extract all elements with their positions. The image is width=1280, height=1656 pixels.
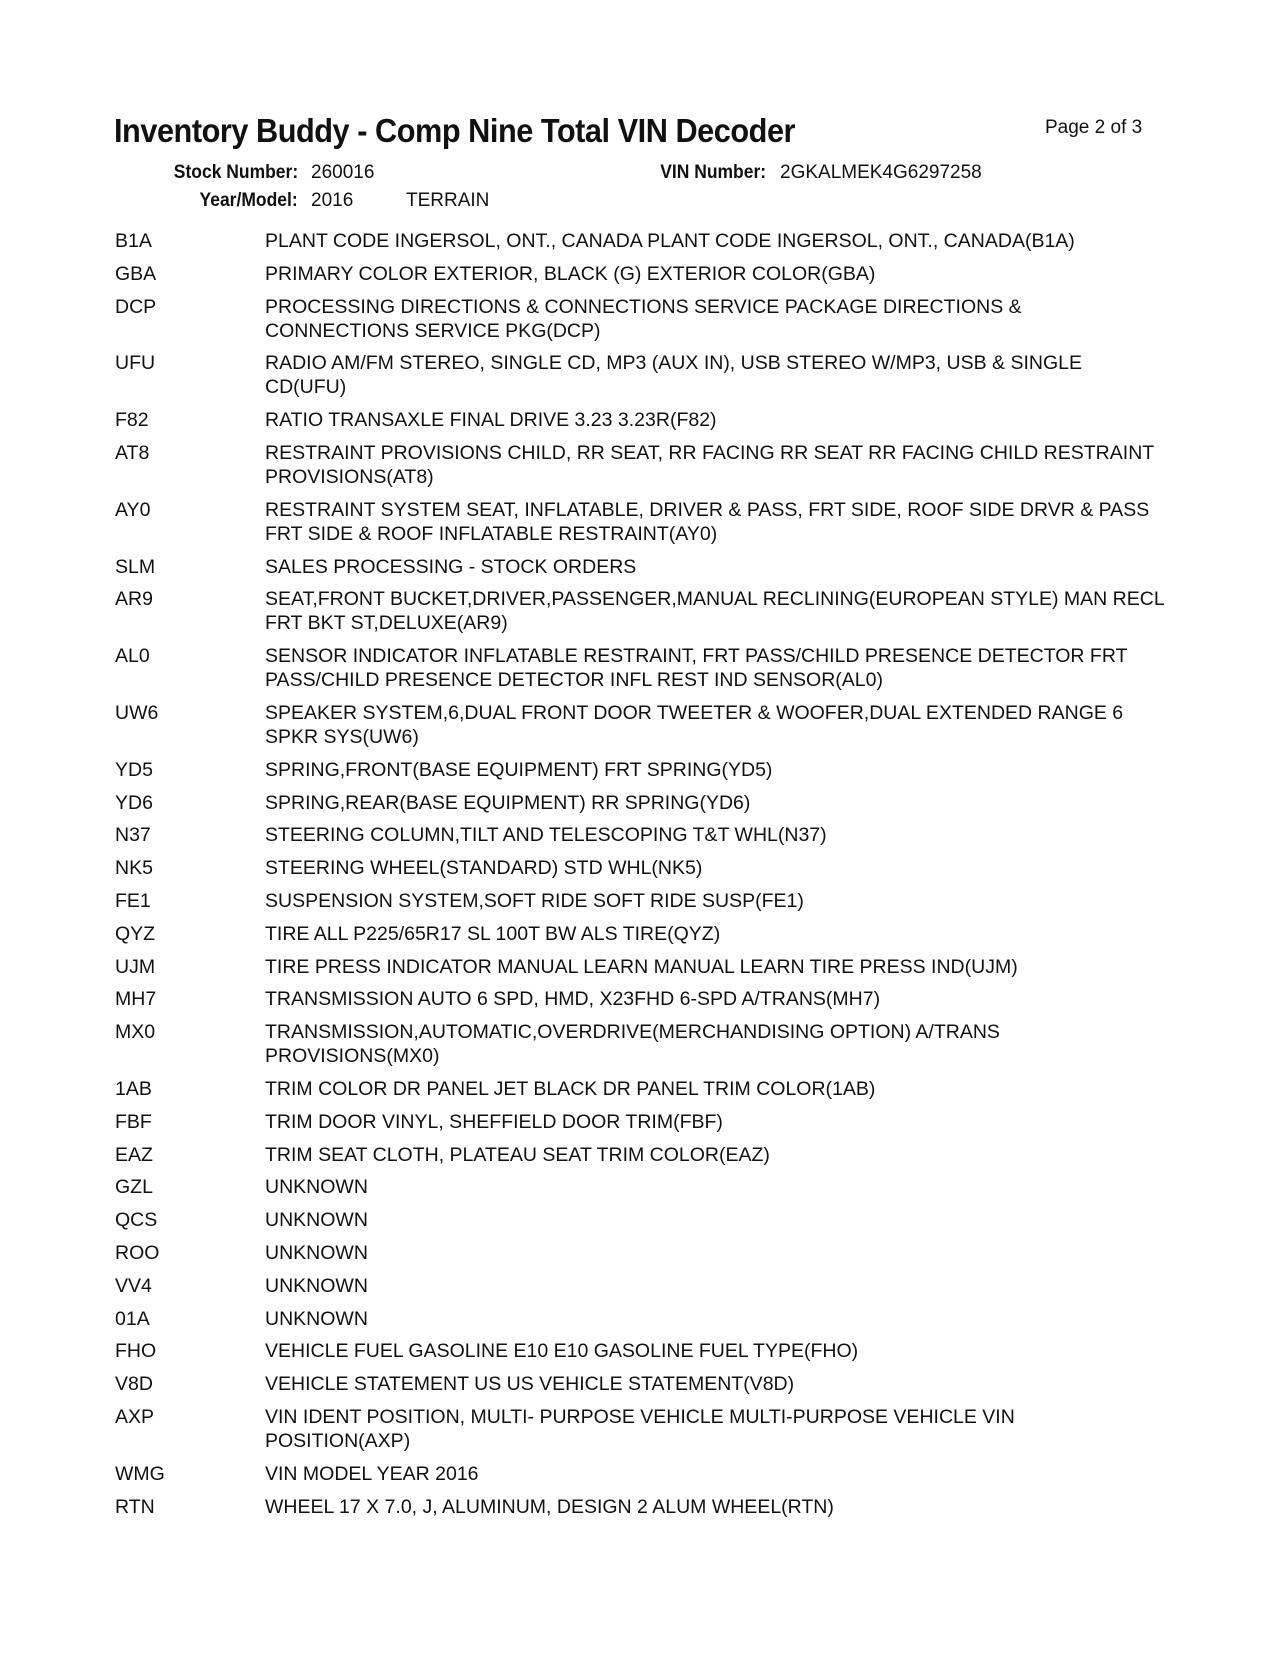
option-row [115,1307,1165,1331]
option-code: EAZ [115,1143,153,1166]
model-value: TERRAIN [406,190,490,211]
option-description: TIRE PRESS INDICATOR MANUAL LEARN MANUAL LEARN TIRE PRESS IND(UJM) [265,955,1018,978]
option-row [115,1495,1165,1519]
option-description: VIN MODEL YEAR 2016 [265,1462,479,1485]
option-description: VEHICLE STATEMENT US US VEHICLE STATEMENT(V8D) [265,1373,795,1396]
option-description: STEERING COLUMN,TILT AND TELESCOPING T&T WHL(N37) [265,824,827,847]
option-code: V8D [115,1373,153,1396]
option-code: 1AB [115,1077,152,1100]
option-row [115,987,1165,1011]
option-description: SPEAKER SYSTEM,6,DUAL FRONT DOOR TWEETER & WOOFER,DUAL EXTENDED RANGE 6 SPKR SYS(UW6) [265,701,1124,748]
option-description: WHEEL 17 X 7.0, J, ALUMINUM, DESIGN 2 ALUM WHEEL(RTN) [265,1495,834,1518]
option-code: AL0 [115,645,150,668]
option-code: VV4 [115,1274,152,1297]
option-code: MX0 [115,1021,156,1044]
option-row [115,1208,1165,1232]
option-code: FHO [115,1340,157,1363]
option-row [115,823,1165,847]
option-code: AR9 [115,588,153,611]
option-description: SEAT,FRONT BUCKET,DRIVER,PASSENGER,MANUAL RECLINING(EUROPEAN STYLE) MAN RECL FRT BKT ST,DELUXE(AR9) [265,588,1164,635]
option-code: NK5 [115,857,153,880]
option-code: QYZ [115,922,156,945]
option-row [115,498,1165,546]
option-code: AT8 [115,441,150,464]
option-code: WMG [115,1462,165,1485]
year-value: 2016 [311,190,354,211]
option-code: SLM [115,555,156,578]
option-code: UJM [115,955,156,978]
option-code-list [115,229,1165,1527]
vin-number-label: VIN Number: [660,162,766,183]
option-description: PROCESSING DIRECTIONS & CONNECTIONS SERVICE PACKAGE DIRECTIONS & CONNECTIONS SERVICE PKG(DCP) [265,295,1022,342]
option-description: UNKNOWN [265,1241,368,1264]
option-description: SUSPENSION SYSTEM,SOFT RIDE SOFT RIDE SUSP(FE1) [265,889,804,912]
option-row [115,408,1165,432]
option-description: UNKNOWN [265,1274,368,1297]
option-row [115,1274,1165,1298]
option-row [115,791,1165,815]
option-row [115,229,1165,253]
option-code: F82 [115,409,149,432]
option-code: 01A [115,1307,150,1330]
option-row [115,351,1165,399]
option-description: PLANT CODE INGERSOL, ONT., CANADA PLANT CODE INGERSOL, ONT., CANADA(B1A) [265,230,1075,252]
option-code: YD5 [115,758,153,781]
stock-number-label-cell [110,162,298,184]
option-description: TRIM COLOR DR PANEL JET BLACK DR PANEL TRIM COLOR(1AB) [265,1077,876,1100]
option-description: UNKNOWN [265,1209,368,1232]
option-code: AXP [115,1405,155,1428]
stock-number-value: 260016 [311,162,375,183]
option-row [115,1020,1165,1068]
option-code: AY0 [115,498,151,521]
option-row [115,644,1165,692]
option-description: UNKNOWN [265,1307,368,1330]
option-row [115,441,1165,489]
option-row [115,758,1165,782]
option-row [115,1241,1165,1265]
vin-number-label-cell [600,162,766,184]
option-description: SALES PROCESSING - STOCK ORDERS [265,555,637,578]
option-row [115,1175,1165,1199]
option-description: RATIO TRANSAXLE FINAL DRIVE 3.23 3.23R(F82) [265,409,717,432]
option-row [115,1405,1165,1453]
option-description: TRANSMISSION AUTO 6 SPD, HMD, X23FHD 6-SPD A/TRANS(MH7) [265,988,881,1011]
option-row [115,1339,1165,1363]
option-row [115,1077,1165,1101]
option-code: GZL [115,1176,153,1199]
option-row [115,701,1165,749]
option-description: STEERING WHEEL(STANDARD) STD WHL(NK5) [265,857,703,880]
option-description: TRANSMISSION,AUTOMATIC,OVERDRIVE(MERCHANDISING OPTION) A/TRANS PROVISIONS(MX0) [265,1021,1000,1068]
option-row [115,889,1165,913]
option-code: QCS [115,1209,158,1232]
year-model-label: Year/Model: [199,190,298,211]
option-code: GBA [115,262,157,285]
option-description: VEHICLE FUEL GASOLINE E10 E10 GASOLINE FUEL TYPE(FHO) [265,1340,859,1363]
option-row [115,1462,1165,1486]
option-row [115,1110,1165,1134]
option-row [115,856,1165,880]
stock-number-label: Stock Number: [173,162,298,183]
option-code: MH7 [115,988,157,1011]
option-description: VIN IDENT POSITION, MULTI- PURPOSE VEHICLE MULTI-PURPOSE VEHICLE VIN POSITION(AXP) [265,1405,1015,1452]
option-description: TRIM DOOR VINYL, SHEFFIELD DOOR TRIM(FBF) [265,1110,723,1133]
option-description: UNKNOWN [265,1176,368,1199]
option-code: N37 [115,824,151,847]
option-code: FBF [115,1110,152,1133]
option-description: SENSOR INDICATOR INFLATABLE RESTRAINT, FRT PASS/CHILD PRESENCE DETECTOR FRT PASS/CHILD PRESENCE DETECTOR INFL REST IND SENSOR(AL0) [265,645,1128,692]
option-code: B1A [115,230,152,252]
option-row [115,555,1165,579]
option-description: PRIMARY COLOR EXTERIOR, BLACK (G) EXTERIOR COLOR(GBA) [265,262,876,285]
option-code: UW6 [115,701,159,724]
option-code: FE1 [115,889,151,912]
option-code: YD6 [115,791,153,814]
vin-number-value: 2GKALMEK4G6297258 [780,162,982,183]
option-description: RESTRAINT SYSTEM SEAT, INFLATABLE, DRIVER & PASS, FRT SIDE, ROOF SIDE DRVR & PASS FRT SIDE & ROOF INFLATABLE RESTRAINT(AY0) [265,498,1150,545]
option-row [115,262,1165,286]
option-description: RESTRAINT PROVISIONS CHILD, RR SEAT, RR FACING RR SEAT RR FACING CHILD RESTRAINT PROVISIONS(AT8) [265,441,1154,488]
option-code: DCP [115,295,157,318]
option-code: RTN [115,1495,155,1518]
option-description: TIRE ALL P225/65R17 SL 100T BW ALS TIRE(QYZ) [265,922,721,945]
option-description: SPRING,FRONT(BASE EQUIPMENT) FRT SPRING(YD5) [265,758,773,781]
option-code: UFU [115,352,156,375]
option-row [115,1143,1165,1167]
option-row [115,955,1165,979]
option-row [115,1372,1165,1396]
option-description: TRIM SEAT CLOTH, PLATEAU SEAT TRIM COLOR(EAZ) [265,1143,770,1166]
option-row [115,587,1165,635]
option-row [115,295,1165,343]
year-model-label-cell [110,190,298,212]
page-indicator: Page 2 of 3 [1045,117,1143,138]
report-title: Inventory Buddy - Comp Nine Total VIN Decoder [114,112,796,149]
option-row [115,922,1165,946]
option-description: RADIO AM/FM STEREO, SINGLE CD, MP3 (AUX IN), USB STEREO W/MP3, USB & SINGLE CD(UFU) [265,352,1082,399]
option-description: SPRING,REAR(BASE EQUIPMENT) RR SPRING(YD6) [265,791,751,814]
option-code: ROO [115,1241,160,1264]
